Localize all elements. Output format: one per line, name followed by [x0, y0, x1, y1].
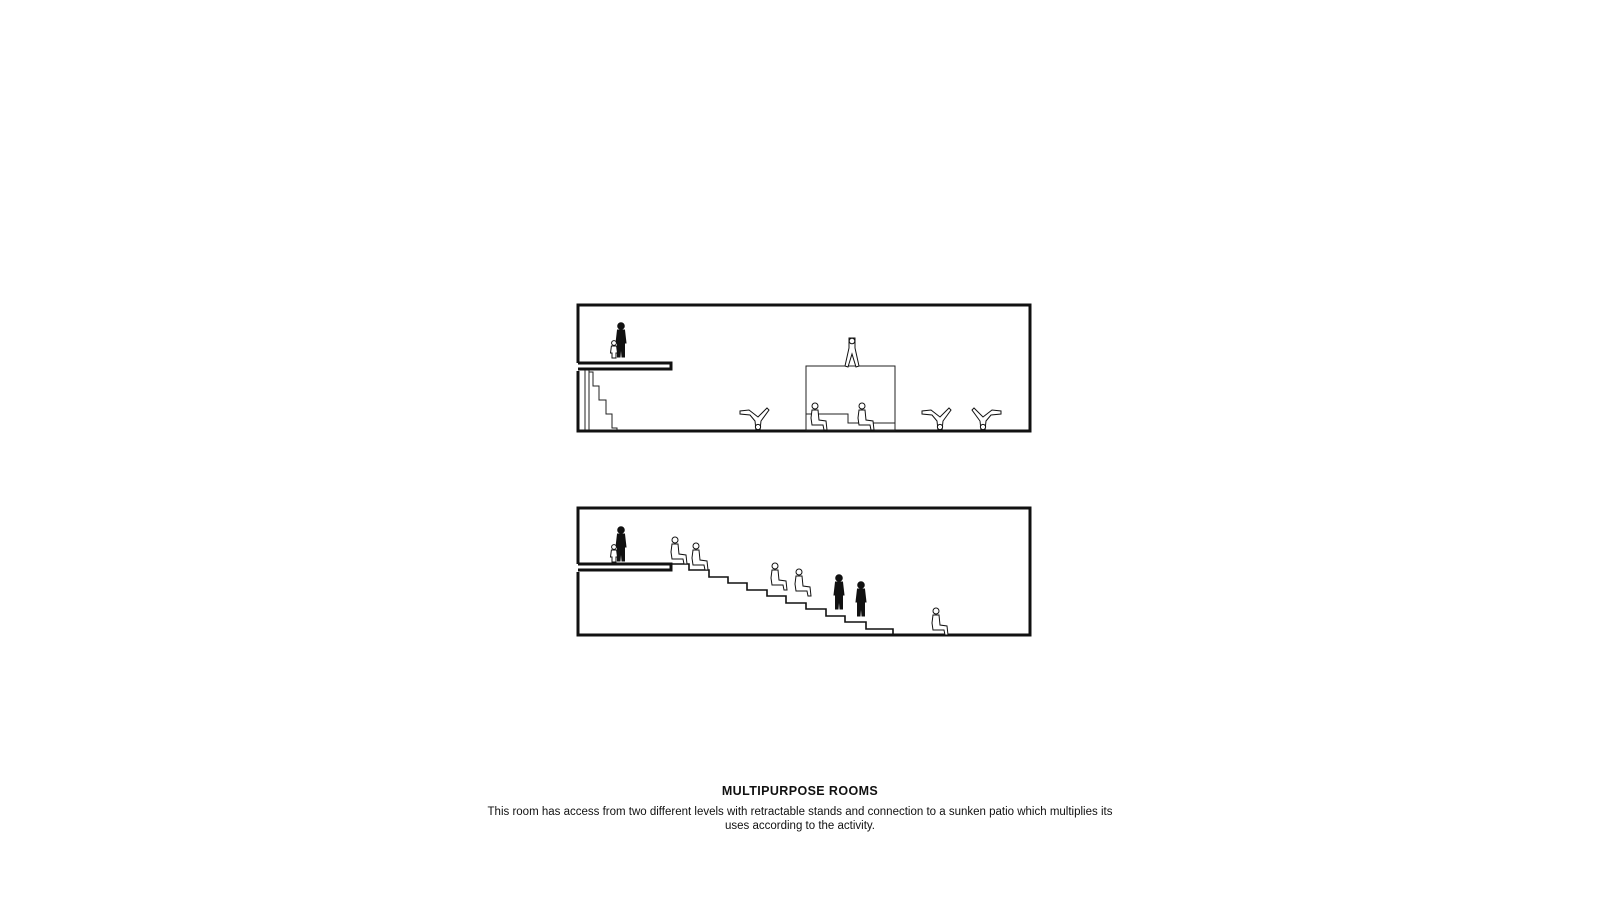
acrobat-figure	[845, 338, 859, 367]
child-figure	[611, 341, 618, 358]
seated-person-figure	[795, 569, 811, 596]
section-1-folded-stands	[585, 370, 617, 430]
acrobat-figure	[972, 408, 1001, 430]
seated-person-figure	[671, 537, 687, 564]
caption-body: This room has access from two different levels with retractable stands and connection to a sunken patio which multiplies its uses according to the activity.	[487, 806, 1113, 832]
acrobat-figure	[922, 408, 951, 430]
section-stands-retracted	[578, 305, 1030, 431]
standing-person-figure	[834, 575, 844, 609]
seated-person-figure	[771, 563, 787, 590]
section-1-upper-slab	[578, 363, 671, 369]
caption-title: MULTIPURPOSE ROOMS	[721, 784, 879, 798]
seated-person-figure	[932, 608, 948, 635]
seated-person-figure	[811, 403, 827, 430]
child-figure	[611, 545, 618, 562]
seated-person-figure	[692, 543, 708, 570]
caption	[0, 784, 1600, 833]
seated-person-figure	[858, 403, 874, 430]
section-2-upper-slab	[578, 564, 671, 570]
standing-person-figure	[856, 582, 866, 616]
acrobat-figure	[740, 408, 769, 430]
section-stands-extended	[578, 508, 1030, 635]
